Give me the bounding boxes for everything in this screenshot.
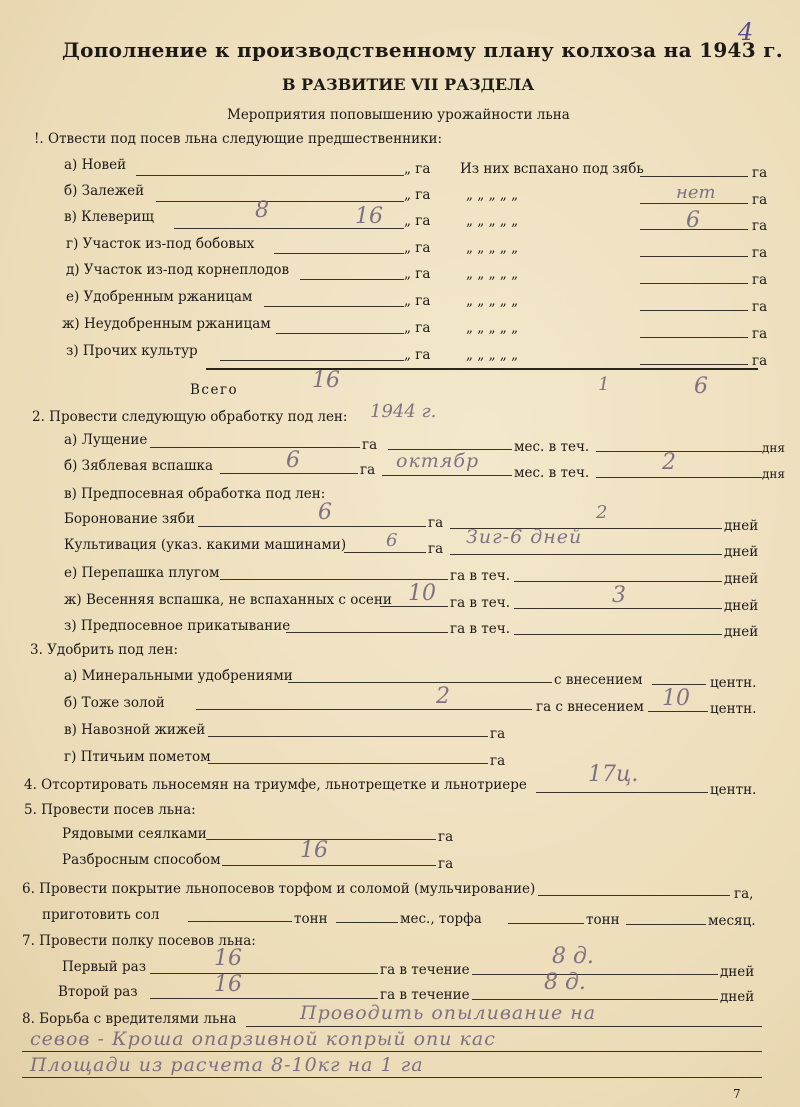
s3-b-line1 [196, 709, 532, 710]
s2-kul-dney: дней [724, 544, 759, 560]
s2-zh-dney: дней [724, 598, 759, 614]
s8-hw-line1: Проводить опыливание на [300, 1002, 597, 1024]
s7-b-val: 16 [214, 972, 242, 997]
s4-end: центн. [710, 782, 757, 798]
s6-prep-label: приготовить сол [42, 907, 160, 923]
s2-zh-line2 [514, 608, 722, 609]
s3-b-mid: га с внесением [536, 699, 644, 715]
s8-line2 [22, 1051, 762, 1052]
s8-hw-line2: севов - Кроша опарзивной копрый опи кас [30, 1028, 496, 1050]
s3-c-label: в) Навозной жижей [64, 722, 206, 738]
s7-a-mid: га в течение [380, 962, 470, 978]
s2-e-line1 [220, 579, 448, 580]
s7-b-days: 8 д. [544, 970, 586, 995]
s4-line [536, 792, 708, 793]
s1-row-a-label: а) Новей [64, 157, 127, 173]
s2-year-note: 1944 г. [370, 401, 437, 422]
s1-row-d-mid: „ „ „ „ „ [466, 240, 519, 256]
s2-e-ga: га в теч. [450, 568, 510, 584]
s1-row-c-ga2: га [752, 218, 768, 234]
section-6-text: 6. Провести покрытие льнопосевов торфом и соломой (мульчирование) [22, 881, 536, 897]
s3-d-end: га [490, 753, 506, 769]
s1-row-f-ga: „ га [404, 293, 431, 309]
s1-row-f-mid: „ „ „ „ „ [466, 293, 519, 309]
s2-e-line2 [514, 581, 722, 582]
s3-a-end: центн. [710, 675, 757, 691]
s2-a-line3 [596, 451, 762, 452]
s8-line1 [246, 1026, 762, 1027]
s3-b-amt: 10 [662, 686, 690, 711]
s1-row-d-ga2: га [752, 245, 768, 261]
s1-row-d-line2 [640, 256, 748, 257]
s7-a-days: 8 д. [552, 944, 594, 969]
section-2-heading: 2. Провести следующую обработку под лен: [32, 409, 348, 425]
s1-row-c-mid: „ „ „ „ „ [466, 213, 519, 229]
s7-b-label: Второй раз [58, 984, 138, 1000]
s2-bor-ga: га [428, 515, 444, 531]
s1-row-a-line [136, 175, 404, 176]
s6-line4 [508, 923, 584, 924]
s2-e-label: е) Перепашка плугом [64, 565, 220, 581]
s2-zh-days: 3 [612, 583, 626, 608]
s1-row-c-v2: 16 [355, 204, 383, 229]
s2-b-dnya: дня [762, 467, 785, 481]
s7-a-line2 [472, 974, 718, 975]
s6-tonn1: тонн [294, 911, 328, 927]
section-heading: В РАЗВИТИЕ VII РАЗДЕЛА [282, 75, 535, 94]
s5-b-label: Разбросным способом [62, 852, 221, 868]
s3-a-line1 [288, 682, 552, 683]
s1-row-g-ga2: га [752, 326, 768, 342]
s2-bor-val: 6 [318, 500, 332, 525]
s5-a-label: Рядовыми сеялками [62, 826, 207, 842]
section-3-heading: 3. Удобрить под лен: [30, 642, 179, 658]
section-5-heading: 5. Провести посев льна: [24, 802, 196, 818]
s3-b-end: центн. [710, 701, 757, 717]
s2-b-val: 6 [286, 448, 300, 473]
s7-b-mid: га в течение [380, 987, 470, 1003]
s6-mes: мес., торфа [400, 911, 482, 927]
s3-a-mid: с внесением [554, 672, 643, 688]
s1-row-h-line [220, 360, 404, 361]
s1-row-a-ga: „ га [404, 161, 431, 177]
s2-b-ga: га [360, 462, 376, 478]
s3-a-line2 [652, 684, 706, 685]
s3-b-val: 2 [436, 684, 450, 709]
s2-c-label: в) Предпосевная обработка под лен: [64, 486, 326, 502]
s2-a-label: а) Лущение [64, 432, 148, 448]
total-separator-line [206, 368, 758, 370]
section-8-heading: 8. Борьба с вредителями льна [22, 1011, 237, 1027]
s6-tonn2: тонн [586, 912, 620, 928]
s2-zh-val: 10 [408, 581, 436, 606]
s5-b-end: га [438, 856, 454, 872]
s2-a-dnya: дня [762, 441, 785, 455]
s6-ga: га, [734, 886, 754, 902]
document-subtitle: Мероприятия поповышению урожайности льна [227, 107, 570, 123]
s2-bor-line1 [198, 526, 426, 527]
s1-row-e-ga2: га [752, 272, 768, 288]
s2-zh-label: ж) Весенняя вспашка, не вспаханных с осени [64, 592, 392, 608]
section-4-text: 4. Отсортировать льносемян на триумфе, льнотрещетке и льнотриере [24, 777, 527, 793]
s2-b-days: 2 [662, 450, 676, 475]
s1-row-f-label: е) Удобренным ржаницам [66, 289, 253, 305]
s1-row-b-line2 [640, 203, 748, 204]
s2-bor-label: Боронование зяби [64, 511, 195, 527]
s5-b-line [222, 865, 436, 866]
s1-row-h-ga2: га [752, 353, 768, 369]
s1-row-f-ga2: га [752, 299, 768, 315]
s1-row-b-v3: нет [676, 182, 716, 203]
s7-b-end: дней [720, 989, 755, 1005]
s7-a-label: Первый раз [62, 959, 147, 975]
s3-a-label: а) Минеральными удобрениями [64, 668, 293, 684]
s2-bor-days: 2 [596, 502, 608, 523]
s3-d-label: г) Птичьим пометом [64, 749, 211, 765]
section-1-heading: !. Отвести под посев льна следующие предшественники: [34, 131, 443, 147]
s2-z-line2 [514, 634, 722, 635]
s2-kul-note: Зиг-6 дней [466, 526, 583, 548]
s1-row-g-label: ж) Неудобренным ржаницам [62, 316, 271, 332]
s2-z-dney: дней [724, 624, 759, 640]
s2-b-label: б) Зяблевая вспашка [64, 458, 214, 474]
s1-row-f-line2 [640, 310, 748, 311]
s2-kul-line2 [450, 554, 722, 555]
s2-z-line1 [286, 632, 448, 633]
s1-row-e-line [300, 279, 404, 280]
s3-b-line2 [648, 711, 708, 712]
s1-row-d-line [274, 253, 404, 254]
s1-row-c-v1: 8 [255, 198, 269, 223]
s1-row-c-label: в) Клеверищ [64, 209, 154, 225]
total-v2: 1 [598, 374, 610, 395]
total-v1: 16 [312, 368, 340, 393]
s1-row-f-line [264, 306, 404, 307]
s1-row-g-ga: „ га [404, 320, 431, 336]
s2-b-line3 [596, 477, 762, 478]
s2-kul-val: 6 [386, 530, 398, 551]
s1-row-a-mid: Из них вспахано под зябь [460, 161, 644, 177]
s6-line1 [538, 895, 730, 896]
s2-a-line1 [150, 447, 360, 448]
s1-row-g-line2 [640, 337, 748, 338]
s7-b-line2 [472, 999, 718, 1000]
s8-hw-line3: Площади из расчета 8-10кг на 1 га [30, 1054, 424, 1076]
s1-row-h-mid: „ „ „ „ „ [466, 347, 519, 363]
s1-row-a-ga2: га [752, 165, 768, 181]
s3-b-label: б) Тоже золой [64, 695, 165, 711]
s1-row-g-line [276, 333, 404, 334]
s1-row-b-ga: „ га [404, 187, 431, 203]
s1-row-h-ga: „ га [404, 347, 431, 363]
s2-kul-label: Культивация (указ. какими машинами) [64, 537, 347, 553]
s6-line5 [626, 924, 706, 925]
s1-row-b-label: б) Залежей [64, 183, 145, 199]
s2-kul-line1 [344, 552, 426, 553]
s1-row-c-ga: „ га [404, 213, 431, 229]
s3-d-line [208, 763, 488, 764]
s6-line3 [336, 922, 398, 923]
s8-line3 [22, 1077, 762, 1078]
s2-b-mes: мес. в теч. [514, 465, 590, 481]
s1-row-d-ga: „ га [404, 240, 431, 256]
s2-zh-ga: га в теч. [450, 595, 510, 611]
s2-b-line1 [220, 473, 358, 474]
s2-bor-dney: дней [724, 518, 759, 534]
s6-line2 [188, 921, 292, 922]
s5-b-val: 16 [300, 838, 328, 863]
s2-kul-ga: га [428, 541, 444, 557]
s1-row-e-line2 [640, 283, 748, 284]
s1-row-e-label: д) Участок из-под корнеплодов [66, 262, 290, 278]
total-label: Всего [190, 382, 239, 398]
s7-b-line1 [150, 998, 378, 999]
document-title: Дополнение к производственному плану колхоза на 1943 г. [62, 38, 784, 62]
sheet-number-mark: 4 [738, 18, 754, 46]
s5-a-end: га [438, 829, 454, 845]
page-number: 7 [733, 1087, 741, 1101]
s7-a-line1 [150, 973, 378, 974]
s1-row-e-mid: „ „ „ „ „ [466, 266, 519, 282]
s1-row-d-label: г) Участок из-под бобовых [66, 236, 255, 252]
s2-a-ga: га [362, 437, 378, 453]
s2-a-mes: мес. в теч. [514, 439, 590, 455]
s1-row-h-label: з) Прочих культур [66, 343, 198, 359]
s2-e-dney: дней [724, 571, 759, 587]
s1-row-c-v3: 6 [686, 208, 700, 233]
s2-z-label: з) Предпосевное прикатывание [64, 618, 291, 634]
s3-c-end: га [490, 726, 506, 742]
s1-row-b-mid: „ „ „ „ „ [466, 187, 519, 203]
s6-mesyac: месяц. [708, 913, 756, 929]
section-7-heading: 7. Провести полку посевов льна: [22, 933, 256, 949]
s1-row-h-line2 [640, 364, 748, 365]
s1-row-b-ga2: га [752, 192, 768, 208]
s4-val: 17ц. [588, 762, 639, 787]
s2-z-ga: га в теч. [450, 621, 510, 637]
s2-b-month: октябр [396, 450, 480, 472]
s7-a-val: 16 [214, 946, 242, 971]
s1-row-b-line [156, 201, 404, 202]
total-v3: 6 [694, 374, 708, 399]
s2-zh-line1 [380, 606, 448, 607]
s1-row-e-ga: „ га [404, 266, 431, 282]
s2-b-line2 [382, 475, 512, 476]
s1-row-g-mid: „ „ „ „ „ [466, 320, 519, 336]
s1-row-a-line2 [640, 176, 748, 177]
s7-a-end: дней [720, 964, 755, 980]
s3-c-line [208, 736, 488, 737]
